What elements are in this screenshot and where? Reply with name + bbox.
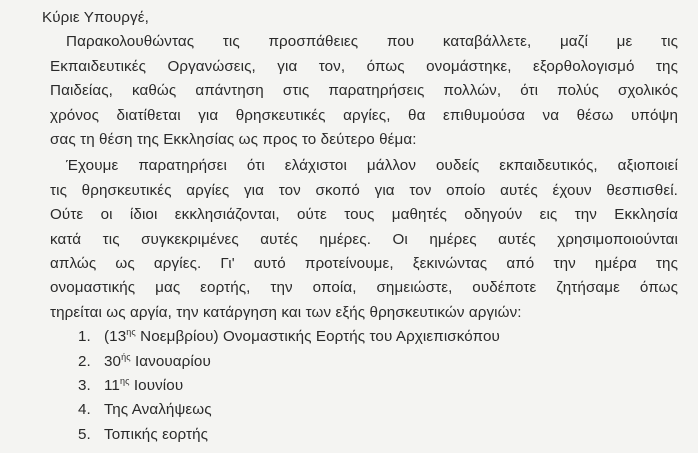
- holiday-list: [50, 325, 678, 447]
- list-item-text: [104, 325, 500, 349]
- paragraph-line: τις θρησκευτικές αργίες για τον σκοπό για τον οποίο αυτές έχουν θεσπισθεί.: [50, 181, 678, 199]
- list-item-number: 2.: [78, 352, 91, 370]
- list-item-date: (13: [104, 328, 127, 346]
- list-item: [78, 398, 678, 422]
- list-item-suffix: ης: [119, 376, 130, 386]
- list-item-label: Νοεμβρίου) Ονομαστικής Εορτής του Αρχιεπισκόπου: [135, 328, 500, 346]
- list-item-label: Της Αναλήψεως: [104, 401, 212, 419]
- paragraph-line: Ούτε οι ίδιοι εκκλησιάζονται, ούτε τους μαθητές οδηγούν εις την Εκκλησία: [50, 206, 678, 224]
- list-item: [78, 374, 678, 398]
- list-item: [78, 350, 678, 374]
- list-item-number: 5.: [78, 425, 91, 443]
- list-item-label: Τοπικής εορτής: [104, 425, 209, 443]
- paragraph-line: απλώς ως αργίες. Γι' αυτό προτείνουμε, ξεκινώντας από την ημέρα της: [50, 255, 678, 273]
- list-item-label: Ιανουαρίου: [130, 352, 211, 370]
- list-item: [78, 325, 678, 349]
- list-item-suffix: ής: [121, 351, 131, 362]
- paragraph-line: κατά τις συγκεκριμένες αυτές ημέρες. Οι ημέρες αυτές χρησιμοποιούνται: [50, 230, 678, 248]
- salutation: Κύριε Υπουργέ,: [42, 9, 149, 26]
- paragraph-line: τηρείται ως αργία, την κατάργηση και των εξής θρησκευτικών αργιών:: [50, 303, 522, 321]
- list-item-text: [104, 374, 183, 398]
- paragraph-line: ονομαστικής μας εορτής, την οποία, σημειώστε, ουδέποτε ζητήσαμε όπως: [50, 279, 678, 297]
- list-item-label: Ιουνίου: [129, 377, 184, 395]
- list-item-number: 1.: [78, 328, 91, 346]
- paragraph-line: χρόνος διατίθεται για θρησκευτικές αργίες, θα επιθυμούσα να θέσω υπόψη: [50, 106, 678, 124]
- list-item-suffix: ης: [126, 327, 136, 338]
- list-item-number: 3.: [78, 377, 91, 395]
- paragraph-line: Εκπαιδευτικές Οργανώσεις, για τον, όπως ονομάστηκε, εξορθολογισμό της: [50, 57, 678, 75]
- list-item-number: 4.: [78, 401, 91, 419]
- paragraph-line: Παιδείας, καθώς απάντηση στις παρατηρήσεις πολλών, ότι πολύς σχολικός: [50, 82, 678, 100]
- list-item-date: 30: [104, 352, 122, 370]
- list-item-date: 11: [104, 377, 120, 395]
- paragraph-line: Παρακολουθώντας τις προσπάθειες που καταβάλλετε, μαζί με τις: [66, 33, 678, 51]
- list-item-text: [104, 423, 208, 447]
- list-item-text: [104, 350, 211, 374]
- list-item-text: [104, 398, 212, 422]
- paragraph-proposal: [50, 154, 678, 325]
- paragraph-line: σας τη θέση της Εκκλησίας ως προς το δεύτερο θέμα:: [50, 131, 417, 149]
- paragraph-intro: [50, 30, 678, 152]
- paragraph-line: Έχουμε παρατηρήσει ότι ελάχιστοι μάλλον ουδείς εκπαιδευτικός, αξιοποιεί: [66, 157, 678, 175]
- list-item: [78, 423, 678, 447]
